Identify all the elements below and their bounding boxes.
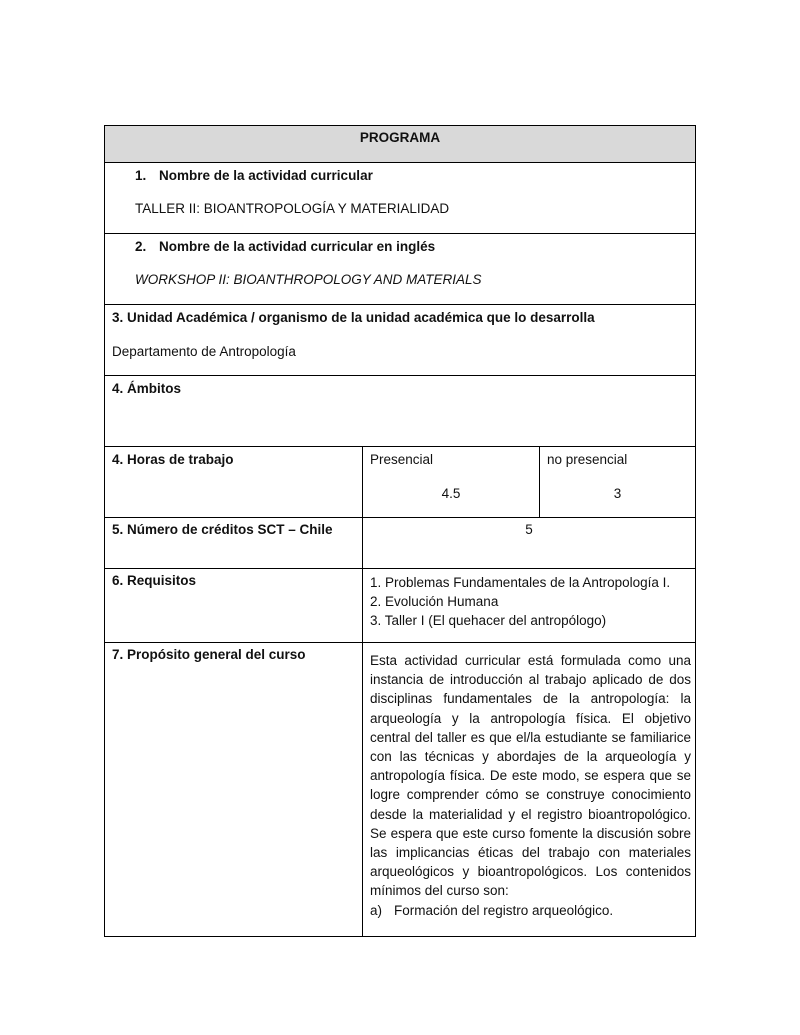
list-marker: a): [370, 902, 383, 918]
requirements-label-cell: [105, 569, 362, 642]
section-6-row: [105, 568, 695, 642]
presencial-label: Presencial: [370, 452, 434, 467]
no-presencial-value: 3: [613, 486, 622, 501]
section-2-value: WORKSHOP II: BIOANTHROPOLOGY AND MATERIALS: [135, 272, 482, 287]
program-title: PROGRAMA: [359, 130, 441, 145]
section-7-heading: 7. Propósito general del curso: [112, 647, 306, 662]
presencial-value: 4.5: [441, 486, 461, 501]
list-item-text: Formación del registro arqueológico.: [394, 902, 614, 918]
section-2-row: [105, 233, 695, 304]
section-2-number: 2.: [135, 239, 147, 254]
purpose-content-cell: [362, 643, 695, 936]
requirements-list: [362, 569, 695, 642]
requirement-item: 3. Taller I (El quehacer del antropólogo): [370, 613, 607, 628]
purpose-label-cell: [105, 643, 362, 936]
section-5-heading: 5. Número de créditos SCT – Chile: [112, 522, 333, 537]
section-4-hours-heading: 4. Horas de trabajo: [112, 452, 234, 467]
credits-label-cell: [105, 518, 362, 568]
section-2-heading-text: Nombre de la actividad curricular en inglés: [159, 239, 436, 254]
section-1-heading: [105, 163, 695, 183]
program-title-row: [105, 126, 695, 162]
section-5-row: [105, 517, 695, 568]
purpose-paragraph: Esta actividad curricular está formulada como una instancia de introducción al trabajo aplicado de dos disciplinas fundamentales de la antropología: la arqueología y la antropología física. El objetivo central del taller es que el/la estudiante se familiarice con las técnicas y abordajes de la arqueología y antropología física. De este modo, se espera que se logre comprender cómo se construye conocimiento desde la materialidad y el registro bioantropológico. Se espera que este curso fomente la discusión sobre las implicancias éticas del trabajo con materiales arqueológicos y bioantropológicos. Los contenidos mínimos del curso son:: [370, 653, 691, 899]
section-1-number: 1.: [135, 168, 147, 183]
hours-label-cell: [105, 447, 362, 517]
section-1-row: [105, 162, 695, 233]
section-6-heading: 6. Requisitos: [112, 573, 197, 588]
requirement-item: 1. Problemas Fundamentales de la Antropología I.: [370, 575, 671, 590]
section-1-heading-text: Nombre de la actividad curricular: [159, 168, 373, 183]
section-4-ambitos-heading: 4. Ámbitos: [112, 381, 182, 396]
section-3-value: Departamento de Antropología: [112, 344, 296, 359]
program-table: [104, 125, 696, 937]
no-presencial-label: no presencial: [547, 452, 628, 467]
content-list-item: [363, 901, 695, 920]
section-5-value: 5: [525, 522, 533, 537]
requirement-item: 2. Evolución Humana: [370, 594, 499, 609]
credits-value-cell: [362, 518, 695, 568]
section-4-ambitos-row: [105, 375, 695, 446]
section-4-hours-row: [105, 446, 695, 517]
presencial-cell: [362, 447, 539, 517]
section-3-row: [105, 304, 695, 375]
no-presencial-cell: [539, 447, 695, 517]
section-7-row: [105, 642, 695, 936]
section-1-value: TALLER II: BIOANTROPOLOGÍA Y MATERIALIDAD: [135, 201, 450, 216]
section-2-heading: [105, 234, 695, 254]
section-3-heading: 3. Unidad Académica / organismo de la unidad académica que lo desarrolla: [112, 310, 595, 325]
